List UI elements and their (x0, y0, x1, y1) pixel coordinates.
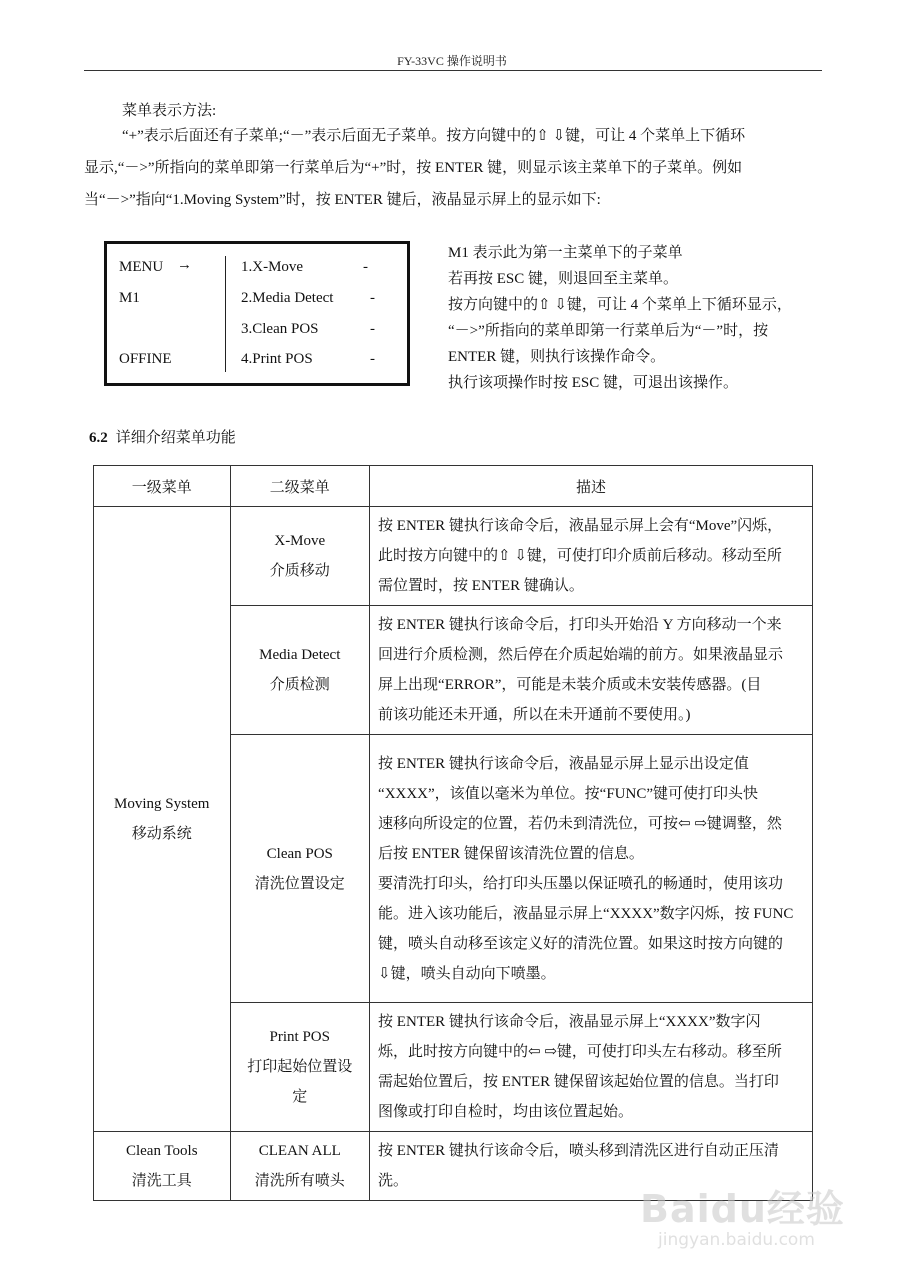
description-cell (370, 735, 813, 1003)
explanation-line: 执行该项操作时按 ESC 键，可退出该操作。 (448, 375, 739, 391)
lcd-menu-label: MENU (119, 259, 164, 275)
level2-name-cn: 清洗位置设定 (254, 875, 345, 892)
description-line: 此时按方向键中的⇧ ⇩键，可使打印介质前后移动。移动至所 (378, 548, 782, 564)
description-line: 前该功能还未开通，所以在未开通前不要使用。) (378, 707, 691, 723)
description-line: 能。进入该功能后，液晶显示屏上“XXXX”数字闪烁，按 FUNC (378, 905, 794, 922)
lcd-item-mark: - (370, 321, 375, 337)
description-line: 洗。 (378, 1173, 409, 1189)
lcd-display-box (104, 241, 410, 386)
level2-name-cn: 介质检测 (269, 677, 330, 693)
description-line: 图像或打印自检时，均由该位置起始。 (378, 1104, 634, 1120)
lcd-status-label: OFFINE (119, 351, 172, 367)
description-line: 后按 ENTER 键保留该清洗位置的信息。 (378, 845, 644, 862)
lcd-item-mark: - (370, 290, 375, 306)
level2-name: Print POS (269, 1029, 330, 1045)
level2-name: Clean POS (266, 845, 333, 862)
explanation-line: 按方向键中的⇧ ⇩键，可让 4 个菜单上下循环显示， (448, 297, 792, 313)
description-line: 需起始位置后，按 ENTER 键保留该起始位置的信息。当打印 (378, 1074, 779, 1090)
level2-name-cn: 定 (292, 1089, 308, 1105)
level2-cell (230, 1003, 370, 1132)
level2-name-cn: 清洗所有喷头 (254, 1173, 345, 1189)
description-line: 需位置时，按 ENTER 键确认。 (378, 578, 584, 594)
baidu-watermark (640, 1168, 860, 1268)
description-line: “XXXX”，该值以毫米为单位。按“FUNC”键可使打印头快 (378, 785, 759, 802)
level1-name-cn: 清洗工具 (131, 1173, 192, 1189)
arrow-right-icon: → (177, 257, 192, 273)
watermark-brand: Baidu经验 (640, 1187, 845, 1231)
lcd-item: 4.Print POS (241, 351, 313, 367)
lcd-item: 1.X-Move (241, 259, 304, 275)
description-line: 屏上出现“ERROR”，可能是未装介质或未安装传感器。(目 (378, 677, 762, 693)
explanation-line: M1 表示此为第一主菜单下的子菜单 (448, 245, 683, 261)
level2-name-cn: 打印起始位置设 (247, 1059, 353, 1075)
description-line: 烁，此时按方向键中的⇦ ⇨键，可使打印头左右移动。移至所 (378, 1044, 782, 1060)
header-divider (84, 70, 822, 71)
level1-name: Clean Tools (125, 1143, 198, 1159)
level2-name: Media Detect (259, 647, 341, 663)
level2-cell (230, 606, 370, 735)
level2-cell (230, 507, 370, 606)
description-line: 按 ENTER 键执行该命令后，液晶显示屏上“XXXX”数字闪 (378, 1014, 761, 1030)
level2-name: X-Move (274, 533, 326, 549)
lcd-divider (225, 256, 226, 372)
intro-line: 当“－>”指向“1.Moving System”时，按 ENTER 键后，液晶显示屏上的显示如下: (84, 192, 601, 208)
lcd-item: 2.Media Detect (241, 290, 334, 306)
description-cell (370, 1003, 813, 1132)
column-header: 一级菜单 (94, 466, 231, 507)
menu-function-table (93, 465, 813, 1201)
description-line: 按 ENTER 键执行该命令后，喷头移到清洗区进行自动正压清 (378, 1143, 779, 1159)
level2-name-cn: 介质移动 (269, 563, 330, 579)
document-header-title: FY-33VC 操作说明书 (397, 54, 507, 68)
lcd-m1-label: M1 (119, 290, 140, 306)
lcd-item: 3.Clean POS (241, 321, 319, 337)
description-line: 按 ENTER 键执行该命令后，液晶显示屏上会有“Move”闪烁， (378, 518, 783, 534)
section-number: 6.2 (89, 430, 108, 446)
column-header: 描述 (370, 466, 813, 507)
description-cell (370, 507, 813, 606)
level1-cell (94, 1132, 231, 1201)
level2-name: CLEAN ALL (258, 1143, 341, 1159)
section-heading (89, 426, 236, 447)
lcd-item-mark: - (370, 351, 375, 367)
intro-heading: 菜单表示方法: (122, 103, 217, 119)
description-line: 按 ENTER 键执行该命令后，液晶显示屏上显示出设定值 (378, 755, 749, 772)
intro-line: 显示,“－>”所指向的菜单即第一行菜单后为“+”时，按 ENTER 键，则显示该主菜单下的子菜单。例如 (84, 160, 743, 176)
description-line: 键，喷头自动移至该定义好的清洗位置。如果这时按方向键的 (378, 935, 784, 952)
section-title-text: 详细介绍菜单功能 (115, 430, 236, 446)
lcd-explanation (448, 240, 822, 396)
explanation-line: ENTER 键，则执行该操作命令。 (448, 349, 666, 365)
table-header-row (94, 466, 813, 507)
lcd-item-mark: - (363, 259, 368, 275)
description-line: 要清洗打印头，给打印头压墨以保证喷孔的畅通时，使用该功 (378, 875, 784, 892)
level1-name: Moving System (114, 796, 210, 812)
explanation-line: “－>”所指向的菜单即第一行菜单后为“－”时，按 (448, 323, 769, 339)
description-line: 回进行介质检测，然后停在介质起始端的前方。如果液晶显示 (378, 647, 784, 663)
table-row (94, 507, 813, 606)
description-line: 速移向所设定的位置，若仍未到清洗位，可按⇦ ⇨键调整，然 (378, 815, 782, 832)
description-cell (370, 606, 813, 735)
description-line: 按 ENTER 键执行该命令后，打印头开始沿 Y 方向移动一个来 (378, 617, 782, 633)
level1-name-cn: 移动系统 (131, 826, 192, 842)
level2-cell (230, 1132, 370, 1201)
explanation-line: 若再按 ESC 键，则退回至主菜单。 (448, 271, 679, 287)
column-header: 二级菜单 (230, 466, 370, 507)
level2-cell (230, 735, 370, 1003)
watermark-url: jingyan.baidu.com (658, 1230, 815, 1250)
intro-paragraph (84, 120, 822, 216)
description-line: ⇩键，喷头自动向下喷墨。 (378, 965, 556, 982)
level1-cell (94, 507, 231, 1132)
intro-line: “+”表示后面还有子菜单;“－”表示后面无子菜单。按方向键中的⇧ ⇩键，可让 4 个菜单上下循环 (122, 128, 746, 144)
